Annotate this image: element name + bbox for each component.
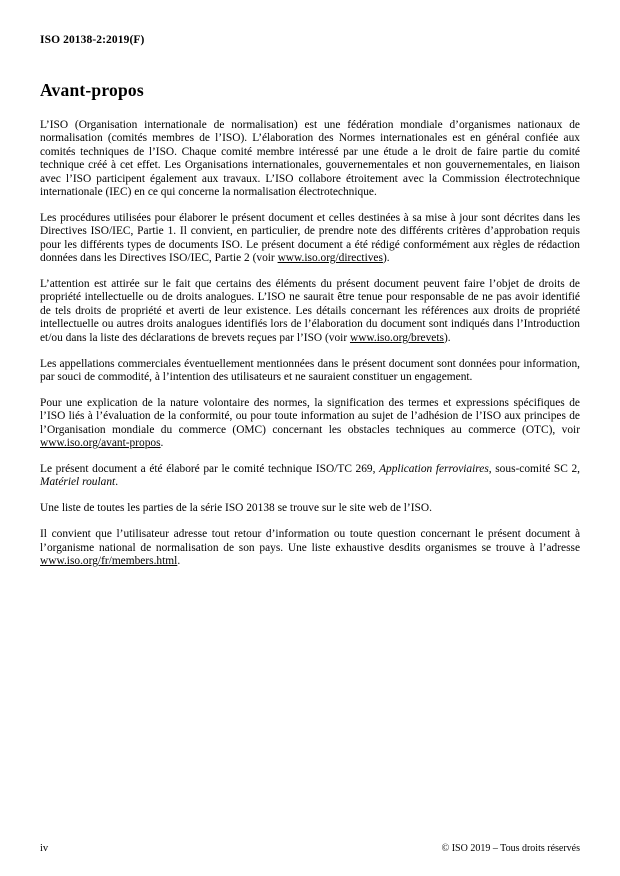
paragraph-text: Pour une explication de la nature volontaire des normes, la signification des termes et expressions spécifiques de l’ISO liés à l’évaluation de la conformité, ou pour toute information au sujet de l’adhésion de l’ISO aux principes de l’Organisation mondiale du commerce (OMC) concernant les obstacles techniques au commerce (OTC), voir bbox=[40, 396, 580, 436]
paragraph-text-tail: . bbox=[115, 476, 119, 489]
copyright-notice: © ISO 2019 – Tous droits réservés bbox=[441, 843, 580, 854]
link-iso-foreword[interactable]: www.iso.org/avant-propos bbox=[40, 437, 161, 450]
document-body bbox=[40, 80, 580, 568]
page-number: iv bbox=[40, 843, 49, 854]
paragraph-text-tail: . bbox=[177, 555, 181, 568]
paragraph-text: Les procédures utilisées pour élaborer le présent document et celles destinées à sa mise à jour sont décrites dans les Directives ISO/IEC, Partie 1. Il convient, en particulier, de prendre note des différents critères d’approbation requis pour les différents types de documents ISO. Le présent document a été rédigé conformément aux règles de rédaction données dans les Directives ISO/IEC, Partie 2 (voir bbox=[40, 211, 580, 265]
paragraph-text-tail: ). bbox=[443, 331, 451, 344]
link-iso-members[interactable]: www.iso.org/fr/members.html bbox=[40, 555, 178, 568]
paragraph-text: Une liste de toutes les parties de la série ISO 20138 se trouve sur le site web de l’ISO. bbox=[40, 502, 432, 515]
paragraph-text: Les appellations commerciales éventuellement mentionnées dans le présent document sont données pour information, par souci de commodité, à l’intention des utilisateurs et ne sauraient constituer un engagement. bbox=[40, 357, 580, 383]
paragraph-series-list bbox=[40, 502, 580, 515]
committee-title: Application ferroviaires bbox=[379, 463, 489, 476]
paragraph-text-tail: . bbox=[160, 437, 164, 450]
paragraph-text-tail: ). bbox=[382, 252, 390, 265]
paragraph-wto-tbt bbox=[40, 397, 580, 451]
paragraph-text: Il convient que l’utilisateur adresse tout retour d’information ou toute question concernant le présent document à l’organisme national de normalisation de son pays. Une liste exhaustive desdits organismes se trouve à l’adresse bbox=[40, 528, 580, 554]
paragraph-text: L’ISO (Organisation internationale de normalisation) est une fédération mondiale d’organismes nationaux de normalisation (comités membres de l’ISO). L’élaboration des Normes internationales est en général confiée aux comités techniques de l’ISO. Chaque comité membre intéressé par une étude a le droit de faire partie du comité technique créé à cet effet. Les Organisations internationales, gouvernementales et non gouvernementales, en liaison avec l’ISO participent également aux travaux. L’ISO collabore étroitement avec la Commission électrotechnique internationale (IEC) en ce qui concerne la normalisation électrotechnique. bbox=[40, 119, 580, 199]
paragraph-feedback bbox=[40, 528, 580, 568]
page-title: Avant-propos bbox=[40, 80, 144, 100]
paragraph-text: Le présent document a été élaboré par le comité technique ISO/TC 269, bbox=[40, 463, 380, 476]
document-footer bbox=[40, 843, 580, 854]
paragraph-procedures bbox=[40, 212, 580, 266]
paragraph-text-mid: , sous-comité SC 2, bbox=[488, 463, 580, 476]
paragraph-trade-names bbox=[40, 358, 580, 385]
paragraph-committee bbox=[40, 463, 580, 490]
paragraph-text: L’attention est attirée sur le fait que certains des éléments du présent document peuvent faire l’objet de droits de propriété intellectuelle ou de droits analogues. L’ISO ne saurait être tenue pour responsable de ne pas avoir identifié de tels droits de propriété et averti de leur existence. Les détails concernant les références aux droits de propriété intellectuelle ou autres droits analogues identifiés lors de l’élaboration du document sont indiqués dans l’Introduction et/ou dans la liste des déclarations de brevets reçues par l’ISO (voir bbox=[40, 278, 580, 344]
link-iso-directives[interactable]: www.iso.org/directives bbox=[277, 252, 383, 265]
subcommittee-title: Matériel roulant bbox=[40, 476, 116, 489]
paragraph-iso-description bbox=[40, 119, 580, 199]
paragraph-patent-rights bbox=[40, 278, 580, 345]
document-header: ISO 20138-2:2019(F) bbox=[40, 34, 145, 46]
link-iso-patents[interactable]: www.iso.org/brevets bbox=[349, 331, 444, 344]
